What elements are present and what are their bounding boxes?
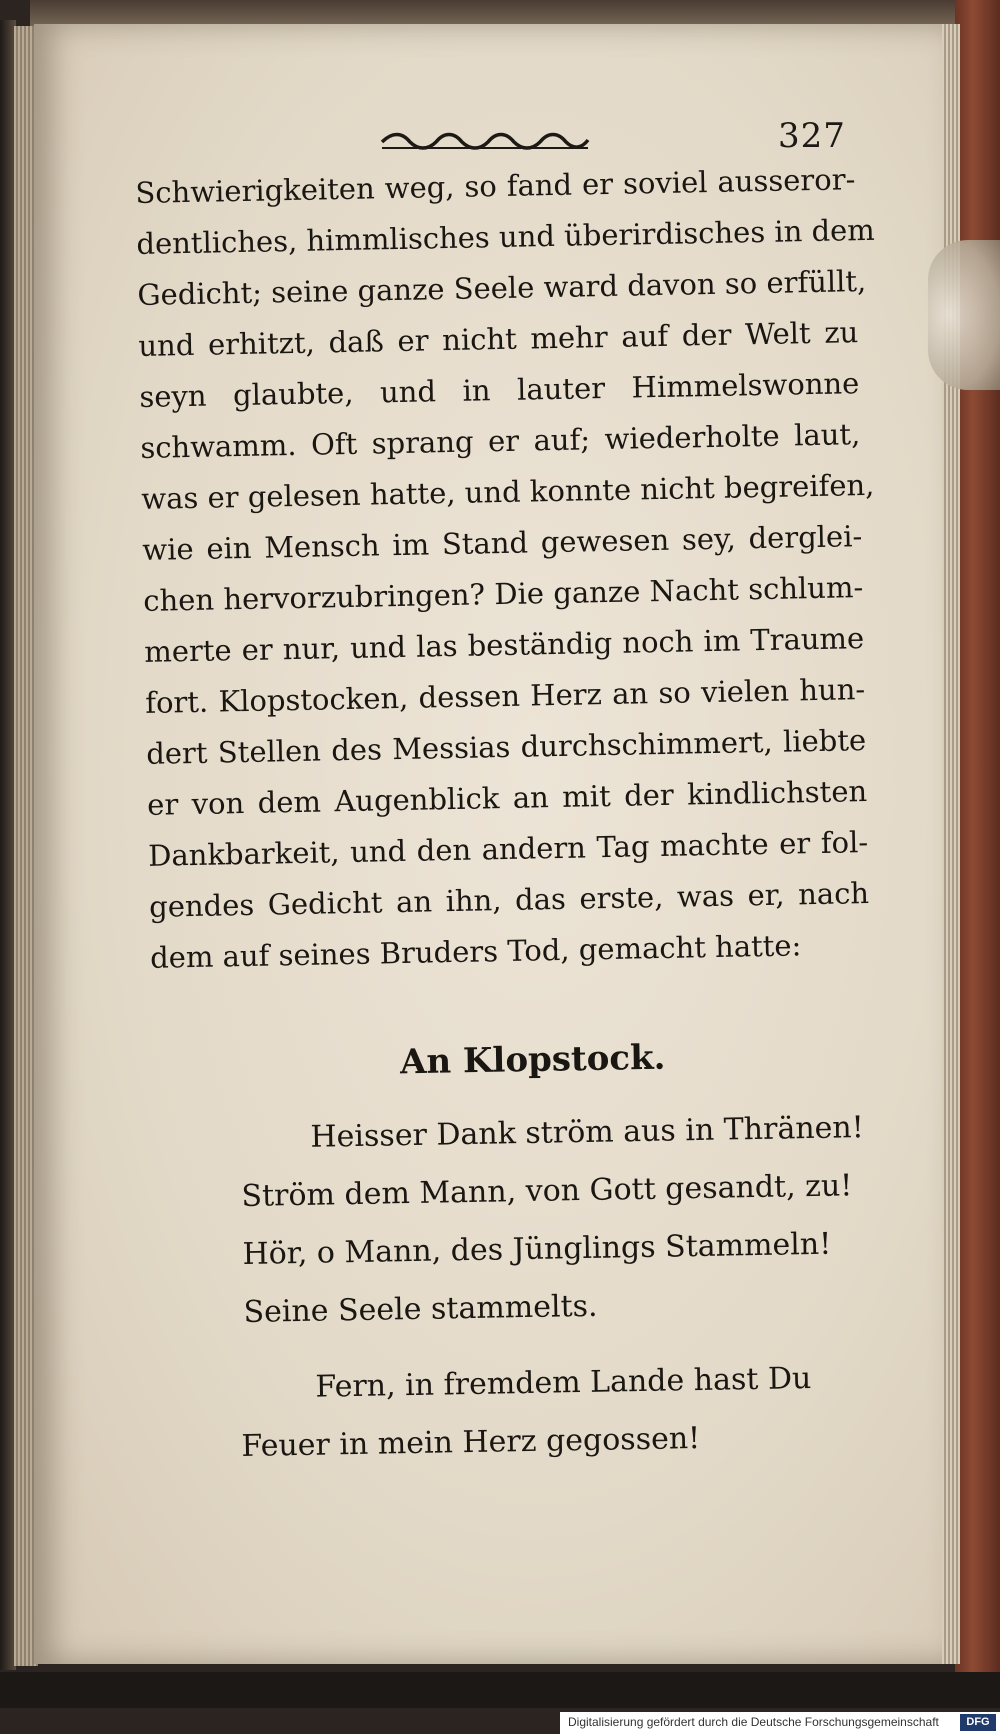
header-ornament-icon	[380, 130, 590, 150]
text-line: wie ein Mensch im Stand gewesen sey, derglei-	[142, 519, 863, 567]
text-line: er von dem Augenblick an mit der kindlichsten	[146, 774, 868, 822]
text-line: merte er nur, und las beständig noch im Traume	[143, 621, 865, 669]
text-line: und erhitzt, daß er nicht mehr auf der Welt zu	[138, 315, 859, 363]
poem-line: Feuer in mein Herz gegossen!	[241, 1420, 701, 1464]
text-line: Schwierigkeiten weg, so fand er soviel ausseror-	[135, 162, 856, 210]
poem-title: An Klopstock.	[399, 1037, 666, 1083]
page-tab-marker	[928, 240, 1000, 390]
text-line: dem auf seines Bruders Tod, gemacht hatte:	[149, 928, 802, 975]
body-paragraph	[135, 154, 876, 984]
text-line: Gedicht; seine ganze Seele ward davon so erfüllt,	[137, 263, 867, 312]
text-line: dentliches, himmlisches und überirdisches in dem	[136, 212, 876, 261]
digitization-credit-bar	[560, 1712, 1000, 1734]
text-line: dert Stellen des Messias durchschimmert, liebte	[145, 723, 867, 771]
text-line: seyn glaubte, und in lauter Himmelswonne	[139, 366, 860, 414]
page-number: 327	[778, 116, 846, 156]
text-line: gendes Gedicht an ihn, das erste, was er, nach	[148, 876, 870, 924]
dfg-logo-icon: DFG	[960, 1714, 996, 1731]
poem-line: Heisser Dank ström aus in Thränen!	[310, 1110, 865, 1155]
poem-stanza-1	[240, 1099, 867, 1342]
text-line: chen hervorzubringen? Die ganze Nacht schlum-	[142, 570, 864, 618]
text-line: Dankbarkeit, und den andern Tag machte er fol-	[147, 825, 869, 873]
poem-stanza-2	[240, 1350, 813, 1476]
scan-bottom-border	[0, 1672, 1000, 1708]
poem-line: Seine Seele stammelts.	[243, 1288, 598, 1330]
digitization-credit: Digitalisierung gefördert durch die Deutsche Forschungsgemeinschaft	[568, 1715, 939, 1729]
text-line: was er gelesen hatte, und konnte nicht begreifen,	[141, 467, 875, 516]
poem-line: Fern, in fremdem Lande hast Du	[315, 1361, 812, 1405]
text-line: fort. Klopstocken, dessen Herz an so vielen hun-	[144, 672, 866, 720]
poem-line: Ström dem Mann, von Gott gesandt, zu!	[241, 1168, 853, 1214]
poem-line: Hör, o Mann, des Jünglings Stammeln!	[242, 1226, 832, 1272]
text-line: schwamm. Oft sprang er auf; wiederholte laut,	[140, 417, 861, 465]
